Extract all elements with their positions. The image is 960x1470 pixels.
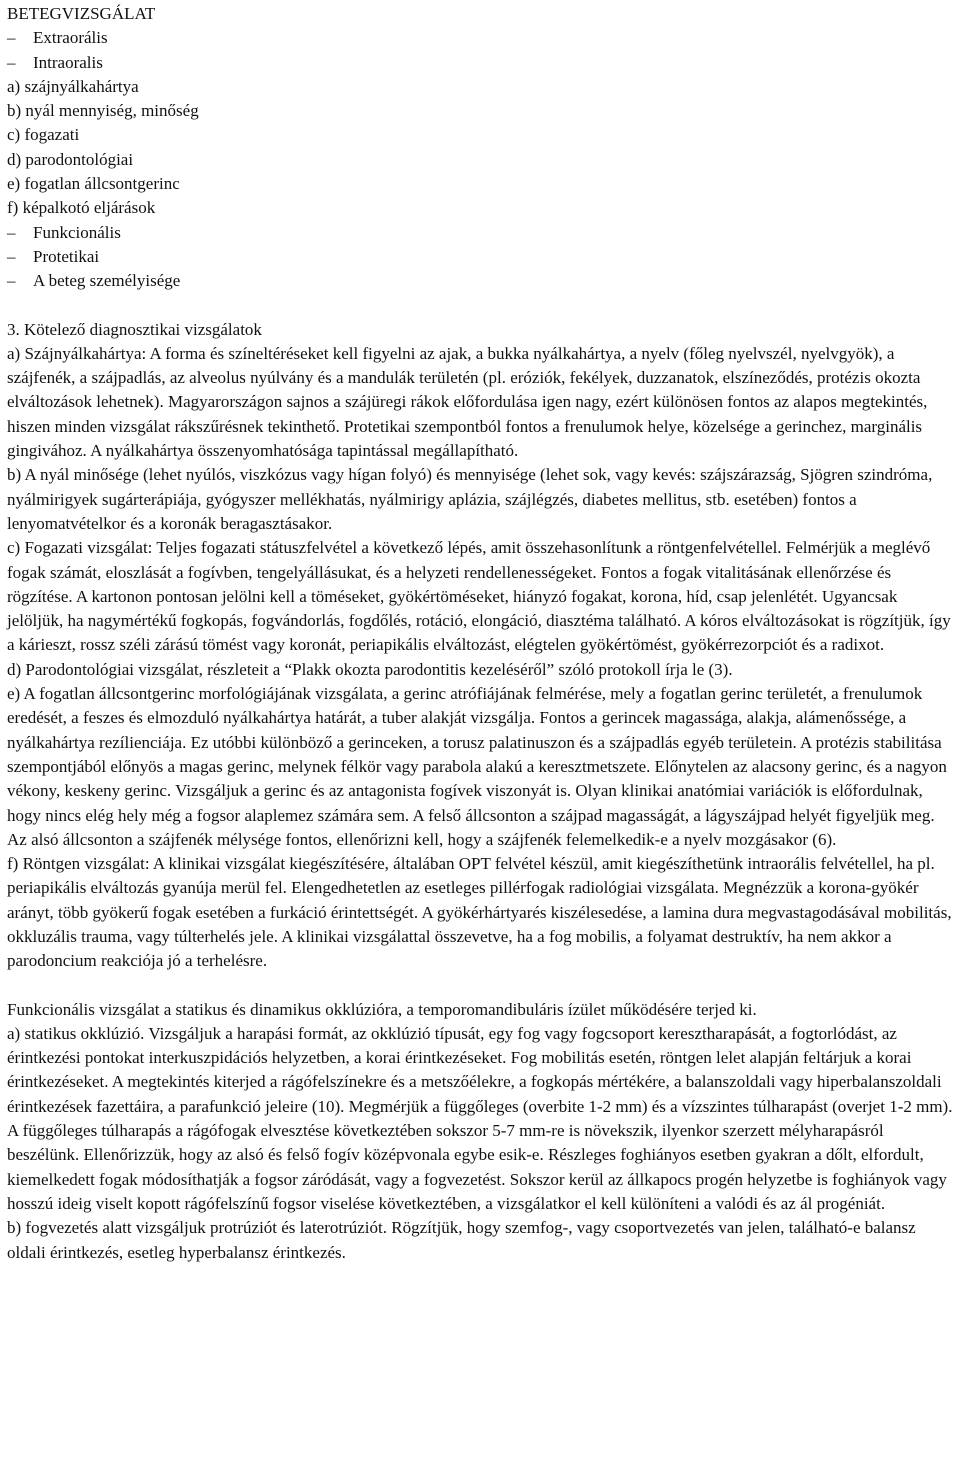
spacer — [7, 974, 953, 998]
dash-marker: – — [7, 246, 16, 266]
document-title: BETEGVIZSGÁLAT — [7, 4, 156, 23]
outline-item: b) nyál mennyiség, minőség — [7, 101, 199, 121]
outline-item: d) parodontológiai — [7, 149, 134, 169]
outline-item: – Intraoralis — [7, 51, 953, 75]
spacer — [7, 294, 953, 318]
paragraph-periodontal: d) Parodontológiai vizsgálat, részleteit a “Plakk okozta parodontitis kezeléséről” szóló protokoll írja le (3). — [7, 659, 733, 679]
paragraph-saliva: b) A nyál minősége (lehet nyúlós, viszkózus vagy hígan folyó) és mennyisége (lehet sok, vagy kevés: szájszárazság, Sjögren szindróma, nyálmirigyek sugárterápiája, gyógyszer mellékhatás, nyálmirigy aplázia, szájlégzés, diabetes mellitus, stb. esetében) fontos a lenyomatvételkor és a koronák beragasztásakor. — [7, 465, 933, 533]
outline-item: – A beteg személyisége — [7, 269, 953, 293]
dash-marker: – — [7, 271, 16, 291]
paragraph-edentulous-ridge: e) A fogatlan állcsontgerinc morfológiájának vizsgálata, a gerinc atrófiájának felmérése, mely a fogatlan gerinc területét, a frenulumok eredését, a feszes és elmozduló nyálkahártya határát, a tuber alakját vizsgálja. Fontos a gerincek magassága, alakja, alámenőssége, a nyálkahártya rezílienciája. Ez utóbbi különböző a gerinceken, a torusz palatinuszon és a szájpadlás egyéb területein. A protézis stabilitása szempontjából előnyös a magas gerinc, melynek félkör vagy parabola alakú a keresztmetszete. Előnytelen az alacsony gerinc, és a nagyon vékony, keskeny gerinc. Vizsgáljuk a gerinc és az antagonista fogívek viszonyát is. Olyan klinikai anatómiai variációk is előfordulnak, hogy nincs elég hely még a fogsor alaplemez számára sem. A felső állcsonton a szájpad magasságát, a lágyszájpad helyét figyeljük meg. Az alsó állcsonton a szájfenék mélysége fontos, ellenőrizni kell, hogy a szájfenék felemelkedik-e a nyelv mozgásakor (6). — [7, 684, 947, 849]
paragraph-xray: f) Röntgen vizsgálat: A klinikai vizsgálat kiegészítésére, általában OPT felvétel készül, amit kiegészíthetünk intraorális felvétellel, ha pl. periapikális elváltozás gyanúja merül fel. Elengedhetetlen az esetleges pillérfogak radiológiai vizsgálata. Megnézzük a korona-gyökér arányt, több gyökerű fogak esetében a furkáció érintettségét. A gyökérhártyarés kiszélesedése, a lamina dura megvastagodásával mobilitás, okkluzális trauma, vagy túlterhelés jele. A klinikai vizsgálattal összevetve, ha a fog mobilis, a folyamat destruktív, ha nem akkor a parodoncium reakciója jó a terhelésre. — [7, 854, 952, 971]
paragraph-guidance: b) fogvezetés alatt vizsgáljuk protrúziót és laterotrúziót. Rögzítjük, hogy szemfog-, vagy csoportvezetés van jelen, található-e balansz oldali érintkezés, esetleg hyperbalansz érintkezés. — [7, 1218, 916, 1262]
outline-item: – Extraorális — [7, 26, 953, 50]
paragraph-dental: c) Fogazati vizsgálat: Teljes fogazati státuszfelvétel a következő lépés, amit összehasonlítunk a röntgenfelvétellel. Felmérjük a meglévő fogak számát, eloszlását a fogívben, tengelyállásukat, és a helyzeti rendellenességeket. Fontos a fogak vitalitásának ellenőrzése és rögzítése. A kartonon pontosan jelölni kell a töméseket, gyökértöméseket, hiányzó fogakat, korona, híd, csap jelenlétét. Ugyancsak jelöljük, ha nagymértékű fogkopás, fogvándorlás, fogdőlés, rotáció, elongáció, diasztéma található. A kóros elváltozásokat is rögzítjük, így a kárieszt, rossz széli zárású tömést vagy koronát, periapikális elváltozást, elégtelen gyökértömést, gyökérrezorpciót és a radixot. — [7, 538, 951, 655]
paragraph-functional: Funkcionális vizsgálat a statikus és dinamikus okklúzióra, a temporomandibuláris ízület működésére terjed ki. — [7, 999, 757, 1019]
outline-item: – Protetikai — [7, 245, 953, 269]
dash-marker: – — [7, 28, 16, 48]
outline-item: a) szájnyálkahártya — [7, 76, 139, 96]
dash-marker: – — [7, 52, 16, 72]
outline-item: c) fogazati — [7, 125, 80, 145]
paragraph-static-occlusion: a) statikus okklúzió. Vizsgáljuk a harapási formát, az okklúzió típusát, egy fog vagy fogcsoport keresztharapását, a fogtorlódást, az érintkezési pontokat interkuszpidációs helyzetben, a korai érintkezéseket. Fog mobilitás esetén, röntgen lelet alapján feltárjuk a korai érintkezéseket. A megtekintés kiterjed a rágófelszínekre és a metszőélekre, a fogkopás mértékére, a balanszoldali vagy hiperbalanszoldali érintkezések fazettáira, a parafunkció jeleire (10). Megmérjük a függőleges (overbite 1-2 mm) és a vízszintes túlharapást (overjet 1-2 mm). A függőleges túlharapás a rágófogak elvesztése következtében sokszor 5-7 mm-re is növekszik, ilyenkor szerzett mélyharapásról beszélünk. Ellenőrizzük, hogy az alsó és felső fogív középvonala egybe esik-e. Részleges foghiányos esetben gyakran a dőlt, elfordult, kiemelkedett fogak módosíthatják a fogsor záródását, vagy a fogvezetést. Sokszor kerül az állkapocs progén helyzetbe is foghiányok vagy hosszú ideig viselt kopott rágófelszínű fogsor viselése következtében, a vizsgálatkor el kell különíteni a valódi és az ál progéniát. — [7, 1023, 953, 1213]
dash-marker: – — [7, 222, 16, 242]
outline-item: – Funkcionális — [7, 221, 953, 245]
paragraph-mucosa: a) Szájnyálkahártya: A forma és színeltéréseket kell figyelni az ajak, a bukka nyálkahártya, a nyelv (főleg nyelvszél, nyelvgyök), a szájfenék, a szájpadlás, az alveolus nyúlvány és a mandulák területén (pl. eróziók, fekélyek, duzzanatok, elszíneződés, protézis okozta elváltozások lehetnek). Magyarországon sajnos a szájüregi rákok előfordulása igen nagy, ezért különösen fontos az alapos megtekintés, hiszen minden vizsgálat rákszűrésnek tekinthető. Protetikai szempontból fontos a frenulumok helye, közelsége a gerinchez, marginális gingivához. A nyálkahártya összenyomhatósága tapintással megállapítható. — [7, 343, 928, 461]
outline-item: f) képalkotó eljárások — [7, 198, 156, 218]
outline-list — [7, 26, 953, 293]
section-heading: 3. Kötelező diagnosztikai vizsgálatok — [7, 319, 262, 339]
outline-item: e) fogatlan állcsontgerinc — [7, 174, 180, 194]
